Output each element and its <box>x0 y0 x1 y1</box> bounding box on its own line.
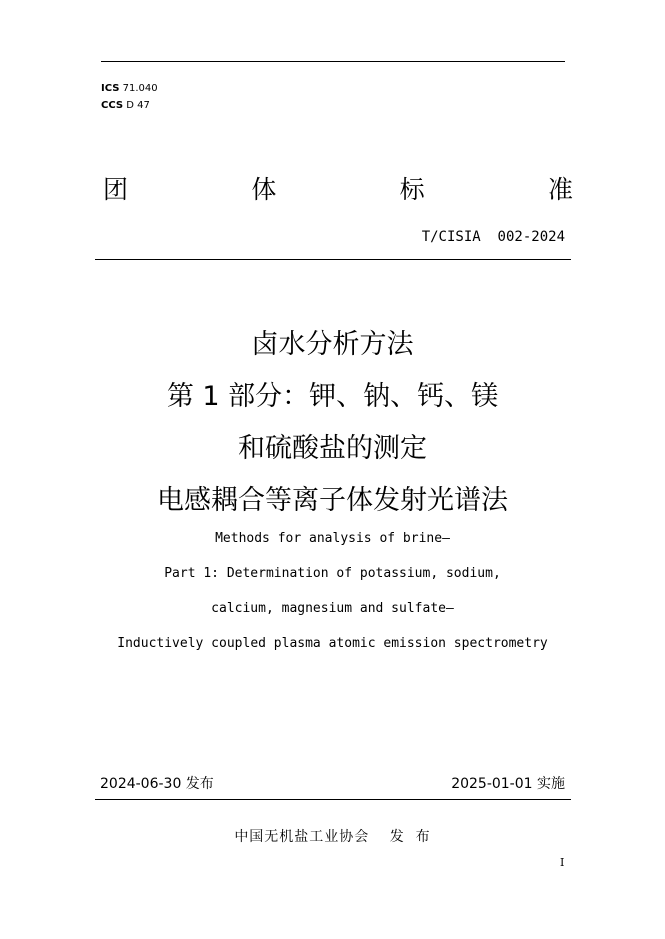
title-cn-line-4: 电感耦合等离子体发射光谱法 <box>157 485 508 516</box>
standard-type-char-4: 准 <box>547 175 573 204</box>
title-en-line-3: calcium, magnesium and sulfate— <box>211 601 454 616</box>
publisher: 中国无机盐工业协会 发 布 <box>234 829 431 845</box>
title-en-line-1: Methods for analysis of brine— <box>215 531 450 546</box>
standard-type-char-3: 标 <box>399 175 425 204</box>
ccs-code <box>101 99 150 113</box>
standard-type-char-2: 体 <box>251 175 277 204</box>
publish-date: 2024-06-30 发布 <box>100 776 214 792</box>
standard-type-title <box>103 170 573 202</box>
ics-value: 71.040 <box>122 83 158 94</box>
ccs-label: CCS <box>101 100 124 111</box>
ics-label: ICS <box>101 83 120 94</box>
footer-divider <box>95 799 571 800</box>
page-number: I <box>560 856 565 869</box>
top-rule <box>101 61 565 62</box>
ics-code <box>101 82 158 96</box>
title-cn-line-3: 和硫酸盐的测定 <box>238 433 427 464</box>
title-en-line-2: Part 1: Determination of potassium, sodium, <box>164 566 501 581</box>
standard-type-char-1: 团 <box>103 175 129 204</box>
ccs-value: D 47 <box>126 100 150 111</box>
title-en-line-4: Inductively coupled plasma atomic emission spectrometry <box>117 636 548 651</box>
standard-number: T/CISIA 002-2024 <box>421 229 565 245</box>
implement-date: 2025-01-01 实施 <box>451 776 565 792</box>
header-divider <box>95 259 571 260</box>
title-cn-line-2: 第 1 部分：钾、钠、钙、镁 <box>166 381 499 412</box>
title-cn-line-1: 卤水分析方法 <box>251 329 414 360</box>
